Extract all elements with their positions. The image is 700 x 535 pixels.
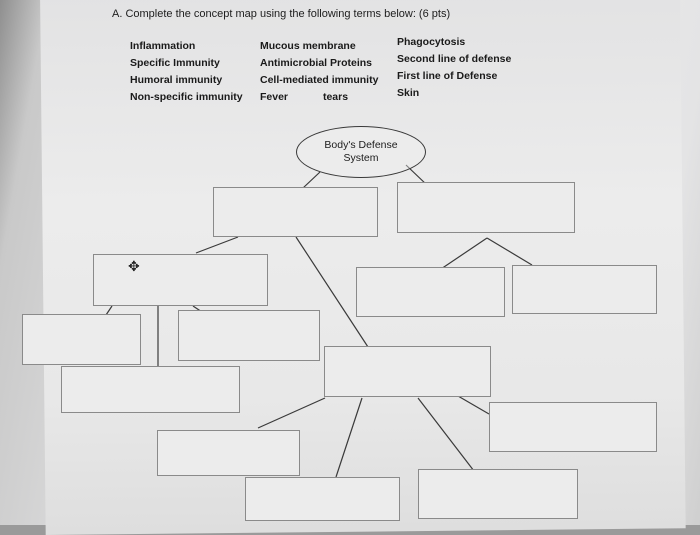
blank-concept-box[interactable] [245, 477, 400, 521]
term-item: Specific Immunity [130, 57, 220, 69]
term-item: Antimicrobial Proteins [260, 57, 373, 69]
connector-line [487, 238, 532, 265]
root-concept-label: System [343, 152, 379, 164]
term-item: Fever [260, 91, 289, 103]
blank-concept-box[interactable] [324, 346, 491, 397]
connector-line [418, 398, 474, 471]
term-item: First line of Defense [397, 70, 498, 82]
root-concept-label: Body's Defense [324, 139, 398, 151]
blank-concept-box[interactable] [22, 314, 141, 365]
blank-concept-box[interactable] [356, 267, 505, 317]
question-heading: A. Complete the concept map using the following terms below: (6 pts) [112, 8, 451, 20]
connector-line [196, 237, 238, 253]
blank-concept-box[interactable] [397, 182, 575, 233]
blank-concept-box[interactable] [157, 430, 300, 476]
term-item: Mucous membrane [260, 40, 356, 52]
connector-line [258, 398, 325, 428]
connector-line [458, 396, 489, 414]
term-item: Humoral immunity [130, 74, 223, 86]
term-item: Inflammation [130, 40, 196, 52]
connector-line [336, 398, 362, 477]
term-item: Cell-mediated immunity [260, 74, 379, 86]
root-concept-oval [296, 126, 426, 178]
term-item: Non-specific immunity [130, 91, 243, 103]
blank-concept-box[interactable] [61, 366, 240, 413]
blank-concept-box[interactable] [213, 187, 378, 237]
blank-concept-box[interactable] [418, 469, 578, 519]
term-item: Phagocytosis [397, 36, 466, 48]
blank-concept-box[interactable] [489, 402, 657, 452]
connector-line [303, 172, 320, 188]
blank-concept-box[interactable] [178, 310, 320, 361]
term-item: tears [322, 91, 349, 103]
blank-concept-box[interactable] [93, 254, 268, 306]
blank-concept-box[interactable] [512, 265, 657, 314]
term-item: Second line of defense [397, 53, 512, 65]
term-item: Skin [397, 87, 420, 99]
move-cursor-icon: ✥ [128, 258, 140, 274]
connector-line [441, 238, 487, 269]
